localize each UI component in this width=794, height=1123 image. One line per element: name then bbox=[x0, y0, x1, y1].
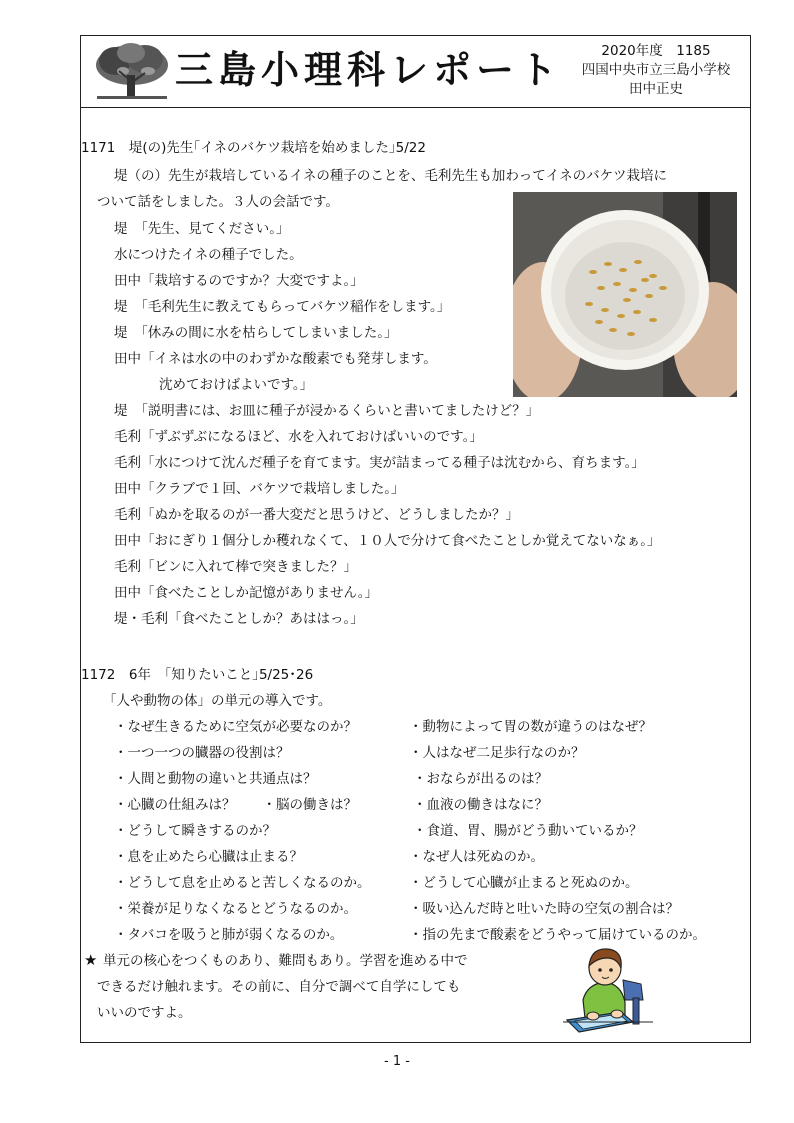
question-item: ・なぜ生きるために空気が必要なのか？ bbox=[114, 719, 357, 735]
year-issue: 2020年度 1185 bbox=[601, 43, 711, 59]
section1-intro-2: ついて話をしました。３人の会話です。 bbox=[97, 194, 339, 210]
question-item: ・タバコを吸うと肺が弱くなるのか。 bbox=[114, 927, 344, 943]
header-info bbox=[561, 42, 751, 99]
question-item: ・おならが出るのは？ bbox=[413, 771, 548, 787]
question-item: ・食道、胃、腸がどう動いているか？ bbox=[413, 823, 643, 839]
dialogue-line: 堤 「先生、見てください。」 bbox=[114, 221, 290, 237]
section2-heading: 1172 6年 ｢知りたいこと｣5/25･26 bbox=[81, 667, 314, 683]
dialogue-line: 堤・毛利「食べたことしか？あははっ。」 bbox=[114, 611, 364, 627]
dialogue-line: 毛利「ずぶずぶになるほど、水を入れておけばいいのです。」 bbox=[114, 429, 483, 445]
tree-logo-icon bbox=[93, 41, 171, 103]
dialogue-line: 毛利「ビンに入れて棒で突きました？」 bbox=[114, 559, 357, 575]
question-item: ・どうして瞬きするのか？ bbox=[114, 823, 276, 839]
dialogue-line: 田中「栽培するのですか？大変ですよ。」 bbox=[114, 273, 364, 289]
dialogue-line: 堤 「説明書には、お皿に種子が浸かるくらいと書いてましたけど？」 bbox=[114, 403, 540, 419]
section1-intro-1: 堤（の）先生が栽培しているイネの種子のことを、毛利先生も加わってイネのバケツ栽培に bbox=[114, 168, 667, 184]
dialogue-line: 田中「おにぎり１個分しか穫れなくて、１０人で分けて食べたことしか覚えてないなぁ。」 bbox=[114, 533, 661, 549]
report-frame bbox=[80, 35, 751, 1043]
author-name: 田中正史 bbox=[629, 81, 683, 97]
question-item: ・動物によって胃の数が違うのはなぜ？ bbox=[409, 719, 652, 735]
question-item: ・栄養が足りなくなるとどうなるのか。 bbox=[114, 901, 357, 917]
question-item: ・どうして心臓が止まると死ぬのか。 bbox=[409, 875, 639, 891]
section2-intro: 「人や動物の体」の単元の導入です。 bbox=[103, 693, 332, 709]
dialogue-line: 毛利「水につけて沈んだ種子を育てます。実が詰まってる種子は沈むから、育ちます。」 bbox=[114, 455, 645, 471]
question-item: ・吸い込んだ時と吐いた時の空気の割合は？ bbox=[409, 901, 679, 917]
dialogue-line: 水につけたイネの種子でした。 bbox=[114, 247, 303, 263]
note-line: できるだけ触れます。その前に、自分で調べて自学にしても bbox=[97, 979, 461, 995]
content bbox=[81, 108, 750, 1042]
page-number: - 1 - bbox=[384, 1054, 410, 1069]
dialogue-line: 堤 「休みの間に水を枯らしてしまいました。」 bbox=[114, 325, 398, 341]
report-title: 三島小理科レポート bbox=[175, 48, 563, 92]
dialogue-line: 毛利「ぬかを取るのが一番大変だと思うけど、どうしましたか？」 bbox=[114, 507, 519, 523]
question-item: ・人間と動物の違いと共通点は？ bbox=[114, 771, 317, 787]
question-item: ・指の先まで酸素をどうやって届けているのか。 bbox=[409, 927, 706, 943]
section1-heading: 1171 堤(の)先生｢イネのバケツ栽培を始めました｣5/22 bbox=[81, 140, 426, 156]
school-name: 四国中央市立三島小学校 bbox=[581, 62, 731, 78]
seed-cup-photo bbox=[513, 192, 737, 397]
question-item: ・息を止めたら心臓は止まる？ bbox=[114, 849, 303, 865]
dialogue-line: 田中「イネは水の中のわずかな酸素でも発芽します。 bbox=[114, 351, 437, 367]
question-item: ・どうして息を止めると苦しくなるのか。 bbox=[114, 875, 371, 891]
header bbox=[81, 36, 750, 108]
dialogue-line: 田中「クラブで１回、バケツで栽培しました。」 bbox=[114, 481, 405, 497]
question-item: ・血液の働きはなに？ bbox=[413, 797, 548, 813]
seed-cup-image bbox=[513, 192, 737, 397]
child-tablet-illustration bbox=[563, 940, 653, 1038]
question-item: ・なぜ人は死ぬのか。 bbox=[409, 849, 544, 865]
question-item: ・一つ一つの臓器の役割は？ bbox=[114, 745, 290, 761]
note-line: いいのですよ。 bbox=[97, 1005, 192, 1021]
question-item: ・人はなぜ二足歩行なのか？ bbox=[409, 745, 585, 761]
question-item: ・心臓の仕組みは？ ・脳の働きは？ bbox=[114, 797, 357, 813]
star-icon: ★ bbox=[84, 951, 98, 969]
note-line: 単元の核心をつくものあり、難問もあり。学習を進める中で bbox=[103, 953, 468, 969]
dialogue-line: 沈めておけばよいです。」 bbox=[159, 377, 314, 393]
dialogue-line: 田中「食べたことしか記憶がありません。」 bbox=[114, 585, 379, 601]
dialogue-line: 堤 「毛利先生に教えてもらってバケツ稲作をします。」 bbox=[114, 299, 451, 315]
